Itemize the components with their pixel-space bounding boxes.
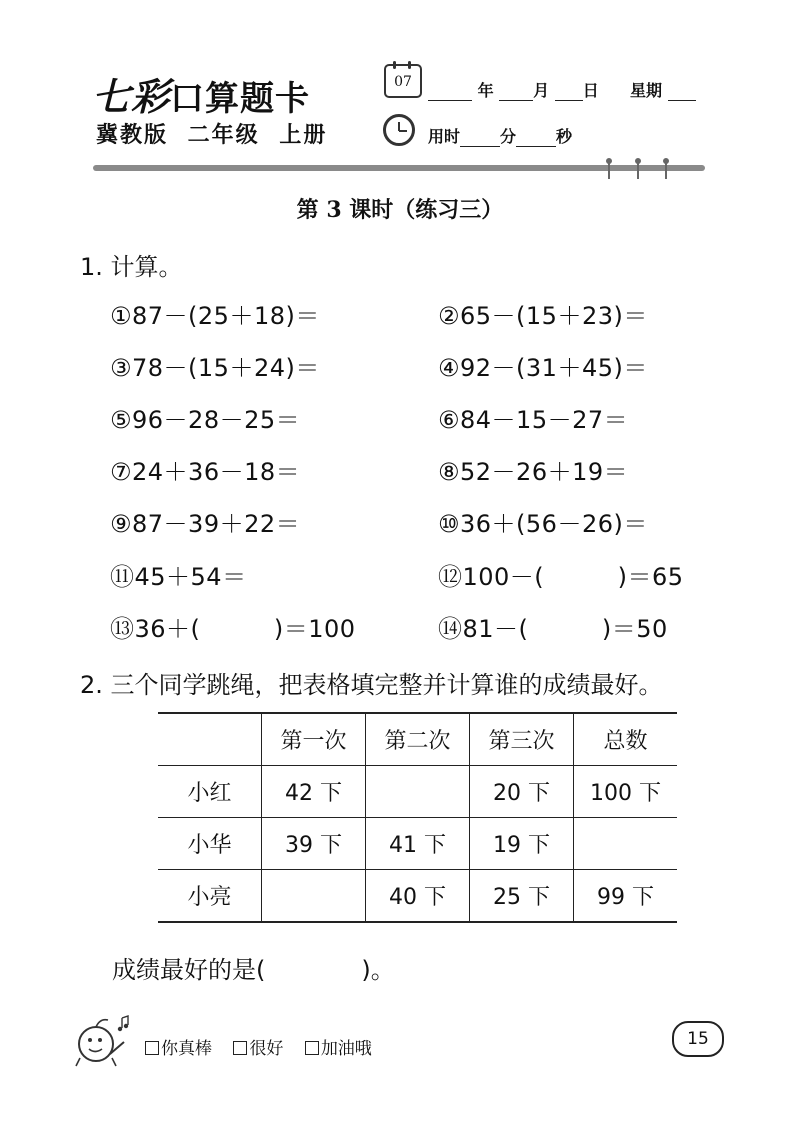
table-header-cell — [158, 713, 262, 766]
checkbox[interactable] — [233, 1041, 247, 1055]
row-name-cell: 小亮 — [158, 870, 262, 923]
brand-title — [92, 66, 310, 121]
month-blank[interactable] — [499, 84, 533, 101]
self-evaluation — [145, 1034, 388, 1059]
row-name-cell: 小红 — [158, 766, 262, 818]
question-2-title: 2. 三个同学跳绳，把表格填完整并计算谁的成绩最好。 — [80, 671, 663, 699]
equation-item: ⑥84－15－27＝ — [438, 406, 629, 434]
header-divider — [93, 165, 705, 171]
weekday-blank[interactable] — [668, 84, 696, 101]
table-cell: 20 下 — [470, 766, 574, 818]
equation-item: ②65－(15＋23)＝ — [438, 302, 648, 330]
table-header-cell: 第三次 — [470, 713, 574, 766]
equation-item: ⑨87－39＋22＝ — [110, 510, 301, 538]
check-option[interactable] — [305, 1039, 372, 1059]
time-fields — [428, 124, 572, 147]
check-option[interactable] — [233, 1039, 283, 1059]
equation-item: ⑦24＋36－18＝ — [110, 458, 301, 486]
equation-item: ⑫100－( )＝65 — [438, 563, 684, 591]
table-cell: 25 下 — [470, 870, 574, 923]
table-row — [158, 818, 677, 870]
check-option[interactable] — [145, 1039, 212, 1059]
check-label: 很好 — [249, 1039, 284, 1059]
year-blank[interactable] — [428, 84, 472, 101]
page-number: 15 — [672, 1021, 724, 1057]
table-header-cell: 总数 — [574, 713, 678, 766]
check-label: 加油哦 — [320, 1039, 372, 1059]
divider-pin-icon — [635, 158, 641, 180]
minute-blank[interactable] — [460, 130, 500, 147]
table-cell: 100 下 — [574, 766, 678, 818]
table-cell: 39 下 — [262, 818, 366, 870]
answer-line: 成绩最好的是( )。 — [112, 956, 395, 984]
jump-rope-table — [158, 712, 677, 923]
equation-item: ①87－(25＋18)＝ — [110, 302, 320, 330]
weekday-label: 星期 — [629, 81, 662, 100]
table-row — [158, 870, 677, 923]
calendar-icon — [384, 64, 422, 98]
lesson-title: 第 3 课时（练习三） — [296, 197, 504, 223]
equation-item: ⑬36＋( )＝100 — [110, 615, 356, 643]
equation-item: ③78－(15＋24)＝ — [110, 354, 320, 382]
minute-label: 分 — [500, 127, 517, 146]
divider-pin-icon — [663, 158, 669, 180]
table-header-row — [158, 713, 677, 766]
clock-icon — [383, 114, 415, 146]
equation-item: ⑩36＋(56－26)＝ — [438, 510, 648, 538]
date-fields — [428, 78, 696, 101]
table-row — [158, 766, 677, 818]
equation-item: ⑤96－28－25＝ — [110, 406, 301, 434]
month-label: 月 — [533, 81, 550, 100]
table-cell: 41 下 — [366, 818, 470, 870]
table-cell: 19 下 — [470, 818, 574, 870]
table-header-cell: 第二次 — [366, 713, 470, 766]
check-label: 你真棒 — [161, 1039, 212, 1059]
table-header-cell: 第一次 — [262, 713, 366, 766]
calendar-number: 07 — [394, 74, 412, 90]
checkbox[interactable] — [145, 1041, 159, 1055]
mascot-icon — [72, 1008, 136, 1070]
table-blank-cell[interactable] — [262, 870, 366, 923]
table-cell: 40 下 — [366, 870, 470, 923]
table-cell: 99 下 — [574, 870, 678, 923]
table-cell: 42 下 — [262, 766, 366, 818]
day-label: 日 — [582, 81, 599, 100]
second-blank[interactable] — [516, 130, 556, 147]
table-blank-cell[interactable] — [366, 766, 470, 818]
checkbox[interactable] — [305, 1041, 319, 1055]
year-label: 年 — [477, 81, 494, 100]
second-label: 秒 — [556, 127, 573, 146]
time-used-label: 用时 — [428, 127, 461, 146]
equation-item: ⑪45＋54＝ — [110, 563, 247, 591]
table-blank-cell[interactable] — [574, 818, 678, 870]
brand-logo-text: 七彩 — [92, 75, 171, 119]
question-1-title: 1. 计算。 — [80, 253, 183, 281]
day-blank[interactable] — [555, 84, 583, 101]
divider-pin-icon — [606, 158, 612, 180]
brand-name: 口算题卡 — [170, 79, 311, 119]
equation-item: ⑭81－( )＝50 — [438, 615, 668, 643]
row-name-cell: 小华 — [158, 818, 262, 870]
edition-subtitle: 冀教版 二年级 上册 — [96, 123, 328, 148]
equation-item: ⑧52－26＋19＝ — [438, 458, 629, 486]
equation-item: ④92－(31＋45)＝ — [438, 354, 648, 382]
